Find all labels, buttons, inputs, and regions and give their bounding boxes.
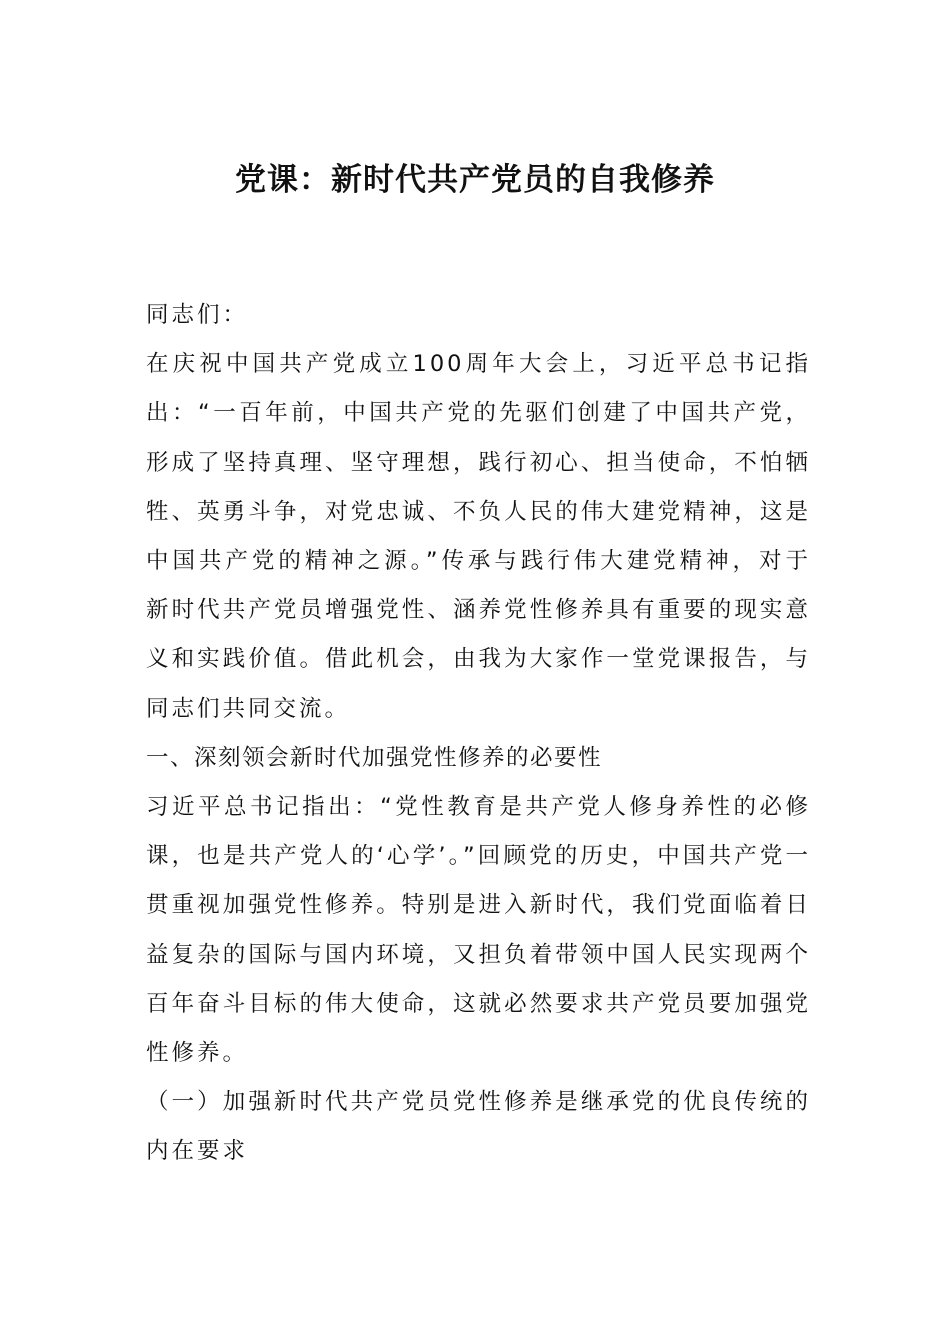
section-heading-1: 一、深刻领会新时代加强党性修养的必要性: [146, 744, 603, 771]
section-1-paragraph: 习近平总书记指出：“党性教育是共产党人修身养性的必修课，也是共产党人的‘心学’。”回顾党的历史，中国共产党一贯重视加强党性修养。特别是进入新时代，我们党面临着日益复杂的国际与国内环境，又担负着带领中国人民实现两个百年奋斗目标的伟大使命，这就必然要求共产党员要加强党性修养。: [146, 794, 811, 1067]
salutation: 同志们：: [146, 302, 249, 328]
subsection-heading-1: （一）加强新时代共产党员党性修养是继承党的优良传统的内在要求: [146, 1089, 811, 1165]
document-body: [146, 291, 811, 1177]
intro-paragraph: 在庆祝中国共产党成立100周年大会上，习近平总书记指出：“一百年前，中国共产党的先驱们创建了中国共产党，形成了坚持真理、坚守理想，践行初心、担当使命，不怕牺牲、英勇斗争，对党忠诚、不负人民的伟大建党精神，这是中国共产党的精神之源。”传承与践行伟大建党精神，对于新时代共产党员增强党性、涵养党性修养具有重要的现实意义和实践价值。借此机会，由我为大家作一堂党课报告，与同志们共同交流。: [146, 351, 811, 722]
document-title: 党课：新时代共产党员的自我修养: [235, 162, 715, 198]
